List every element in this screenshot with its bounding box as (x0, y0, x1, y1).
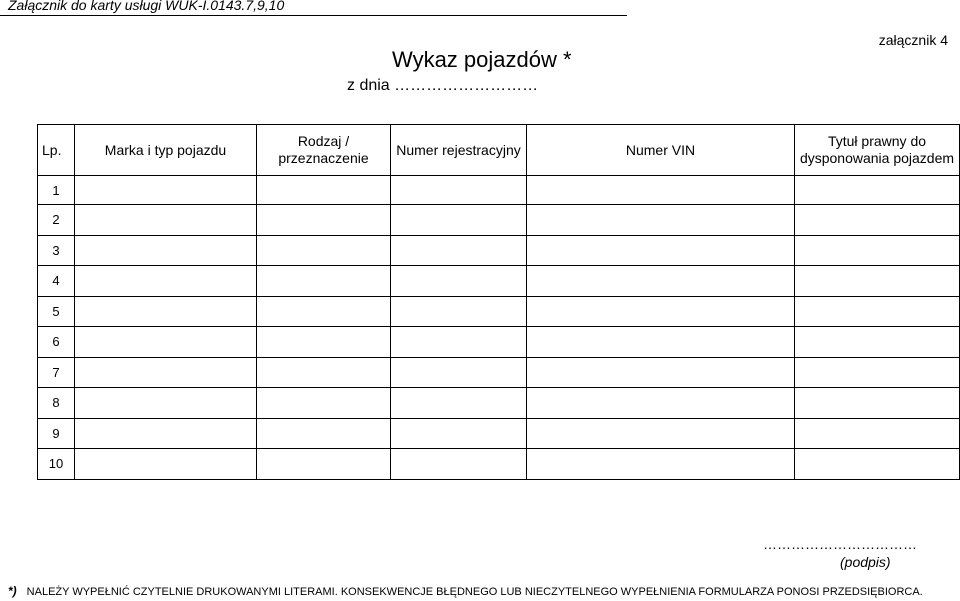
signature-line[interactable]: …………………………… (763, 536, 917, 552)
cell-make-type[interactable] (75, 235, 257, 266)
cell-kind-purpose[interactable] (257, 418, 391, 449)
row-number: 8 (38, 388, 75, 419)
row-number: 3 (38, 235, 75, 266)
cell-make-type[interactable] (75, 296, 257, 327)
cell-registration[interactable] (391, 418, 527, 449)
column-header-number: Lp. (38, 125, 75, 176)
row-number: 7 (38, 357, 75, 388)
column-header-registration: Numer rejestracyjny (391, 125, 527, 176)
cell-kind-purpose[interactable] (257, 357, 391, 388)
cell-vin[interactable] (527, 176, 795, 205)
attachment-label: załącznik 4 (878, 32, 948, 48)
cell-registration[interactable] (391, 327, 527, 358)
signature-label: (podpis) (840, 554, 891, 570)
cell-vin[interactable] (527, 235, 795, 266)
cell-vin[interactable] (527, 449, 795, 480)
cell-make-type[interactable] (75, 176, 257, 205)
cell-make-type[interactable] (75, 449, 257, 480)
cell-vin[interactable] (527, 357, 795, 388)
cell-registration[interactable] (391, 176, 527, 205)
cell-make-type[interactable] (75, 266, 257, 297)
cell-kind-purpose[interactable] (257, 176, 391, 205)
cell-kind-purpose[interactable] (257, 266, 391, 297)
row-number: 6 (38, 327, 75, 358)
cell-vin[interactable] (527, 205, 795, 236)
cell-registration[interactable] (391, 388, 527, 419)
cell-vin[interactable] (527, 327, 795, 358)
row-number: 10 (38, 449, 75, 480)
cell-vin[interactable] (527, 266, 795, 297)
cell-make-type[interactable] (75, 418, 257, 449)
cell-vin[interactable] (527, 388, 795, 419)
document-reference: Załącznik do karty usługi WUK-I.0143.7,9,10 (8, 0, 285, 13)
page-title: Wykaz pojazdów * (392, 47, 572, 72)
footnote-marker: *) (8, 584, 17, 598)
cell-make-type[interactable] (75, 357, 257, 388)
table-row (38, 176, 960, 205)
date-field[interactable]: z dnia ……………………… (347, 77, 539, 94)
table-row (38, 388, 960, 419)
cell-legal-title[interactable] (795, 449, 960, 480)
table-header-row (38, 125, 960, 176)
row-number: 2 (38, 205, 75, 236)
cell-legal-title[interactable] (795, 327, 960, 358)
cell-registration[interactable] (391, 205, 527, 236)
table-row (38, 296, 960, 327)
cell-registration[interactable] (391, 266, 527, 297)
cell-legal-title[interactable] (795, 418, 960, 449)
table-row (38, 357, 960, 388)
column-header-kind-purpose: Rodzaj / przeznaczenie (257, 125, 391, 176)
cell-legal-title[interactable] (795, 266, 960, 297)
cell-legal-title[interactable] (795, 296, 960, 327)
cell-legal-title[interactable] (795, 235, 960, 266)
table-row (38, 449, 960, 480)
row-number: 4 (38, 266, 75, 297)
column-header-vin: Numer VIN (527, 125, 795, 176)
cell-kind-purpose[interactable] (257, 235, 391, 266)
cell-registration[interactable] (391, 449, 527, 480)
cell-vin[interactable] (527, 418, 795, 449)
cell-legal-title[interactable] (795, 205, 960, 236)
cell-kind-purpose[interactable] (257, 327, 391, 358)
table-row (38, 418, 960, 449)
cell-make-type[interactable] (75, 388, 257, 419)
table-row (38, 266, 960, 297)
cell-kind-purpose[interactable] (257, 205, 391, 236)
cell-registration[interactable] (391, 357, 527, 388)
row-number: 9 (38, 418, 75, 449)
row-number: 5 (38, 296, 75, 327)
cell-legal-title[interactable] (795, 176, 960, 205)
cell-registration[interactable] (391, 296, 527, 327)
column-header-make-type: Marka i typ pojazdu (75, 125, 257, 176)
table-row (38, 235, 960, 266)
row-number: 1 (38, 176, 75, 205)
table-row (38, 327, 960, 358)
column-header-legal-title: Tytuł prawny do dysponowania pojazdem (795, 125, 960, 176)
cell-kind-purpose[interactable] (257, 388, 391, 419)
cell-kind-purpose[interactable] (257, 449, 391, 480)
cell-vin[interactable] (527, 296, 795, 327)
vehicle-table (37, 124, 960, 480)
cell-legal-title[interactable] (795, 357, 960, 388)
cell-registration[interactable] (391, 235, 527, 266)
header-divider (0, 15, 627, 16)
cell-make-type[interactable] (75, 327, 257, 358)
footnote (8, 584, 923, 598)
footnote-text: NALEŻY WYPEŁNIĆ CZYTELNIE DRUKOWANYMI LITERAMI. KONSEKWENCJE BŁĘDNEGO LUB NIECZYTELNEGO WYPEŁNIENIA FORMULARZA PONOSI PRZEDSIĘBIORCA. (26, 586, 923, 598)
cell-make-type[interactable] (75, 205, 257, 236)
cell-kind-purpose[interactable] (257, 296, 391, 327)
table-row (38, 205, 960, 236)
cell-legal-title[interactable] (795, 388, 960, 419)
